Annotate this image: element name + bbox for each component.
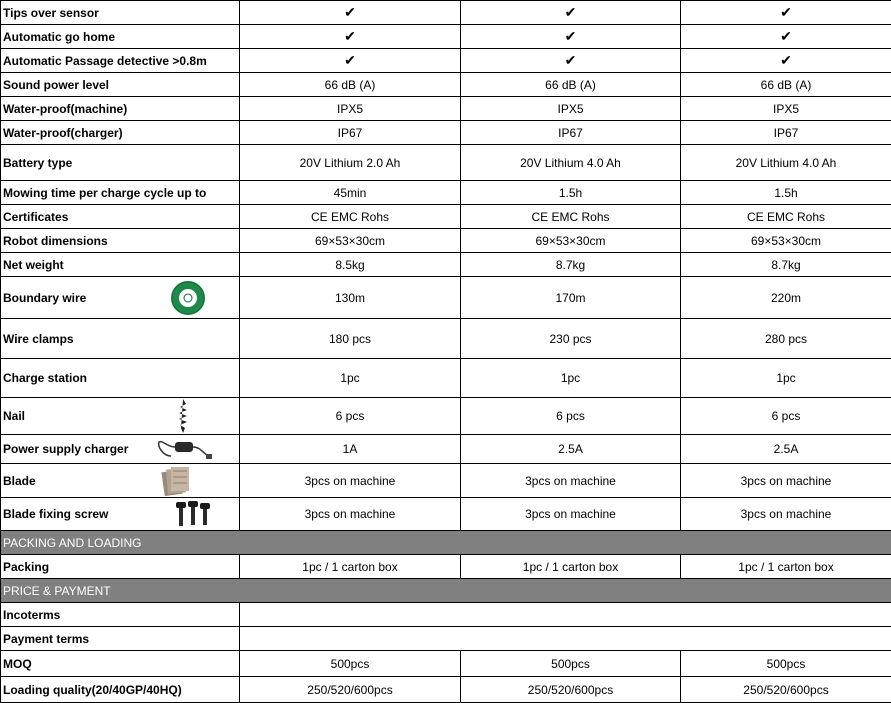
row-value: 69×53×30cm	[461, 229, 681, 253]
row-value: 250/520/600pcs	[461, 677, 681, 703]
spec-row	[1, 498, 891, 531]
row-value: IPX5	[461, 97, 681, 121]
spec-row	[1, 121, 891, 145]
check-mark-icon: ✔	[461, 1, 681, 25]
row-value: 250/520/600pcs	[240, 677, 461, 703]
row-value: 6 pcs	[240, 398, 461, 435]
spec-row	[1, 627, 891, 651]
row-value: IP67	[681, 121, 891, 145]
row-label: Tips over sensor	[1, 1, 240, 25]
wire-coil-icon	[171, 281, 205, 315]
row-value: 1pc / 1 carton box	[461, 555, 681, 579]
row-value: 1pc	[461, 359, 681, 398]
spec-row	[1, 603, 891, 627]
check-mark-icon: ✔	[461, 49, 681, 73]
section-title: PRICE & PAYMENT	[1, 579, 891, 603]
row-label: Sound power level	[1, 73, 240, 97]
spec-row	[1, 253, 891, 277]
row-value: 3pcs on machine	[461, 498, 681, 531]
row-label: Water-proof(charger)	[1, 121, 240, 145]
spec-row	[1, 319, 891, 359]
row-value: 1pc	[681, 359, 891, 398]
row-value: 3pcs on machine	[240, 498, 461, 531]
row-value: CE EMC Rohs	[681, 205, 891, 229]
spec-row	[1, 49, 891, 73]
blade-icon	[161, 465, 191, 497]
row-label: Blade fixing screw	[3, 507, 109, 521]
row-label-cell	[1, 498, 240, 531]
row-value: 250/520/600pcs	[681, 677, 891, 703]
row-label: Automatic go home	[1, 25, 240, 49]
row-value: 69×53×30cm	[240, 229, 461, 253]
row-label: Charge station	[1, 359, 240, 398]
row-value: 220m	[681, 277, 891, 319]
row-value: IPX5	[681, 97, 891, 121]
row-value: CE EMC Rohs	[240, 205, 461, 229]
row-value-empty	[240, 627, 891, 651]
row-label: MOQ	[1, 651, 240, 677]
charger-icon	[157, 436, 213, 462]
row-value: 8.5kg	[240, 253, 461, 277]
row-label: Net weight	[1, 253, 240, 277]
spec-row	[1, 229, 891, 253]
row-label: Water-proof(machine)	[1, 97, 240, 121]
row-label: Mowing time per charge cycle up to	[1, 181, 240, 205]
spec-row	[1, 97, 891, 121]
row-value: 500pcs	[461, 651, 681, 677]
row-label: Packing	[1, 555, 240, 579]
row-value: 1.5h	[681, 181, 891, 205]
row-label-cell	[1, 398, 240, 435]
check-mark-icon: ✔	[240, 25, 461, 49]
row-label: Battery type	[1, 145, 240, 181]
row-value: 500pcs	[240, 651, 461, 677]
nail-icon	[173, 398, 193, 434]
row-value: 8.7kg	[681, 253, 891, 277]
row-value: 1.5h	[461, 181, 681, 205]
row-label: Boundary wire	[3, 290, 87, 305]
row-label: Nail	[3, 409, 26, 423]
spec-row	[1, 398, 891, 435]
spec-row	[1, 181, 891, 205]
row-value: 280 pcs	[681, 319, 891, 359]
row-value-empty	[240, 603, 891, 627]
spec-row	[1, 277, 891, 319]
spec-row	[1, 205, 891, 229]
row-label: Payment terms	[1, 627, 240, 651]
spec-row	[1, 435, 891, 464]
row-value: 3pcs on machine	[461, 464, 681, 498]
check-mark-icon: ✔	[681, 25, 891, 49]
row-value: 130m	[240, 277, 461, 319]
spec-row	[1, 25, 891, 49]
row-value: 2.5A	[461, 435, 681, 464]
row-label: Automatic Passage detective >0.8m	[1, 49, 240, 73]
row-label-cell	[1, 277, 240, 319]
spec-row	[1, 1, 891, 25]
spec-row	[1, 73, 891, 97]
row-label: Loading quality(20/40GP/40HQ)	[1, 677, 240, 703]
check-mark-icon: ✔	[461, 25, 681, 49]
check-mark-icon: ✔	[681, 1, 891, 25]
screw-icon	[175, 500, 211, 528]
row-label-cell	[1, 435, 240, 464]
row-label: Certificates	[1, 205, 240, 229]
row-value: 20V Lithium 2.0 Ah	[240, 145, 461, 181]
row-value: 1pc / 1 carton box	[681, 555, 891, 579]
row-value: 1pc / 1 carton box	[240, 555, 461, 579]
row-value: 2.5A	[681, 435, 891, 464]
row-value: 6 pcs	[461, 398, 681, 435]
section-header-row	[1, 579, 891, 603]
row-value: IP67	[461, 121, 681, 145]
row-value: 66 dB (A)	[461, 73, 681, 97]
row-label: Wire clamps	[1, 319, 240, 359]
row-value: 20V Lithium 4.0 Ah	[681, 145, 891, 181]
row-value: IP67	[240, 121, 461, 145]
spec-row	[1, 359, 891, 398]
row-value: 3pcs on machine	[681, 464, 891, 498]
row-value: 6 pcs	[681, 398, 891, 435]
row-label: Incoterms	[1, 603, 240, 627]
row-value: 1pc	[240, 359, 461, 398]
spec-row	[1, 677, 891, 703]
row-value: 170m	[461, 277, 681, 319]
check-mark-icon: ✔	[240, 49, 461, 73]
spec-row	[1, 145, 891, 181]
row-label: Power supply charger	[3, 442, 129, 456]
row-value: 180 pcs	[240, 319, 461, 359]
row-label-cell	[1, 464, 240, 498]
spec-row	[1, 464, 891, 498]
row-value: 3pcs on machine	[240, 464, 461, 498]
row-value: 8.7kg	[461, 253, 681, 277]
check-mark-icon: ✔	[681, 49, 891, 73]
section-header-row	[1, 531, 891, 555]
row-value: 500pcs	[681, 651, 891, 677]
section-title: PACKING AND LOADING	[1, 531, 891, 555]
row-value: 69×53×30cm	[681, 229, 891, 253]
check-mark-icon: ✔	[240, 1, 461, 25]
row-value: IPX5	[240, 97, 461, 121]
row-value: CE EMC Rohs	[461, 205, 681, 229]
row-value: 230 pcs	[461, 319, 681, 359]
spec-row	[1, 651, 891, 677]
row-value: 3pcs on machine	[681, 498, 891, 531]
spec-row	[1, 555, 891, 579]
row-label: Blade	[3, 473, 36, 488]
row-label: Robot dimensions	[1, 229, 240, 253]
row-value: 66 dB (A)	[681, 73, 891, 97]
row-value: 45min	[240, 181, 461, 205]
row-value: 66 dB (A)	[240, 73, 461, 97]
row-value: 1A	[240, 435, 461, 464]
row-value: 20V Lithium 4.0 Ah	[461, 145, 681, 181]
